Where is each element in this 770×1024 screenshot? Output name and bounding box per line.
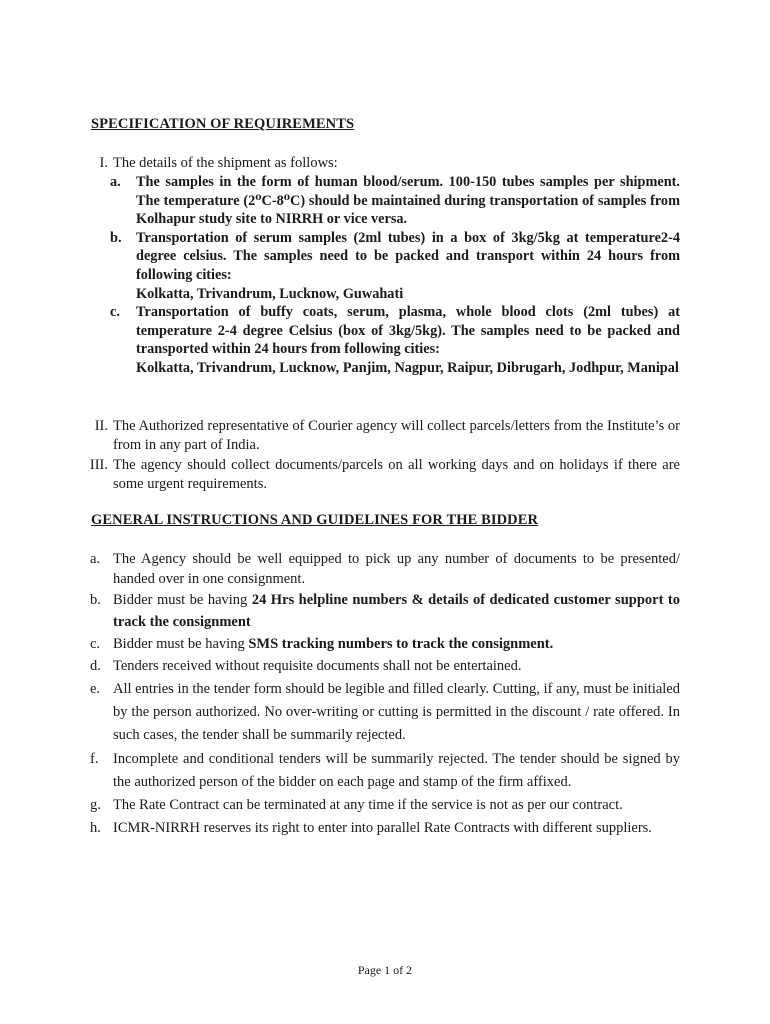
item-letter: d. [90, 658, 101, 674]
item-text [113, 589, 680, 633]
item-letter: g. [90, 797, 101, 814]
general-heading: GENERAL INSTRUCTIONS AND GUIDELINES FOR THE BIDDER [91, 512, 539, 528]
item-text [113, 633, 680, 655]
item-text: Incomplete and conditional tenders will be summarily rejected. The tender should be signed by the authorized person of the bidder on each page and stamp of the firm affixed. [113, 750, 680, 790]
general-item-h [90, 817, 680, 840]
city-list: Kolkatta, Trivandrum, Lucknow, Guwahati [136, 285, 404, 302]
general-item-a [90, 550, 680, 589]
sub-letter: a. [110, 174, 121, 190]
sub-item-a [110, 173, 680, 229]
item-letter: f. [90, 750, 99, 767]
roman-number: III. [89, 457, 108, 473]
sub-text: Transportation of serum samples (2ml tubes) in a box of 3kg/5kg at temperature2-4 degree celsius. The samples need to be packed and transport within 24 hours from following cities: [136, 229, 680, 283]
item-text-bold: 24 Hrs helpline numbers & details of dedicated customer support to track the consignment [113, 592, 680, 630]
roman-text: The agency should collect documents/parcels on all working days and on holidays if there are some urgent requirements. [113, 457, 680, 492]
item-text-plain: Bidder must be having [113, 592, 252, 608]
item-text-plain: Bidder must be having [113, 636, 249, 652]
item-text-bold: SMS tracking numbers to track the consignment. [248, 636, 554, 652]
item-text: All entries in the tender form should be legible and filled clearly. Cutting, if any, must be initialed by the person authorized. No over-writing or cutting is permitted in the discount / rate offered. In such cases, the tender shall be summarily rejected. [113, 681, 680, 744]
general-item-d [90, 655, 680, 677]
general-item-g [90, 794, 680, 817]
item-text: ICMR-NIRRH reserves its right to enter into parallel Rate Contracts with different suppliers. [113, 820, 652, 837]
general-list-part2 [90, 678, 680, 840]
general-item-c [90, 633, 680, 655]
sub-item-c [110, 303, 680, 377]
item-letter: h. [90, 820, 101, 837]
item-letter: a. [90, 551, 101, 567]
sub-letter: b. [110, 229, 122, 246]
general-list-part1 [90, 550, 680, 677]
spec-heading: SPECIFICATION OF REQUIREMENTS [91, 116, 355, 132]
roman-number: II. [94, 418, 108, 434]
sub-text: Transportation of buffy coats, serum, plasma, whole blood clots (2ml tubes) at temperature 2-4 degree Celsius (box of 3kg/5kg). The samples need to be packed and transported within 24 hours from following cities: [136, 304, 680, 358]
sub-item-b [110, 229, 680, 303]
item-text: Tenders received without requisite documents shall not be entertained. [113, 658, 522, 674]
city-list: Kolkatta, Trivandrum, Lucknow, Panjim, Nagpur, Raipur, Dibrugarh, Jodhpur, Manipal [136, 359, 679, 376]
sub-text: The samples in the form of human blood/serum. 100-150 tubes samples per shipment. The temperature (2⁰C-8⁰C) should be maintained during transportation of samples from Kolhapur study site to NIRRH or vice versa. [136, 174, 680, 228]
sub-letter: c. [110, 304, 120, 321]
page-footer: Page 1 of 2 [357, 963, 413, 977]
roman-text: The Authorized representative of Courier agency will collect parcels/letters from the Institute’s or from in any part of India. [113, 418, 680, 453]
roman-number: I. [99, 155, 108, 171]
general-item-e [90, 678, 680, 748]
shipment-sub-list [110, 173, 680, 378]
general-item-b [90, 589, 680, 633]
item-letter: c. [90, 636, 101, 652]
item-text: The Agency should be well equipped to pick up any number of documents to be presented/ handed over in one consignment. [113, 551, 680, 587]
item-letter: b. [90, 592, 101, 608]
general-item-f [90, 748, 680, 794]
item-text: The Rate Contract can be terminated at any time if the service is not as per our contract. [113, 797, 623, 814]
item-letter: e. [90, 681, 101, 697]
roman-text: The details of the shipment as follows: [113, 155, 338, 171]
